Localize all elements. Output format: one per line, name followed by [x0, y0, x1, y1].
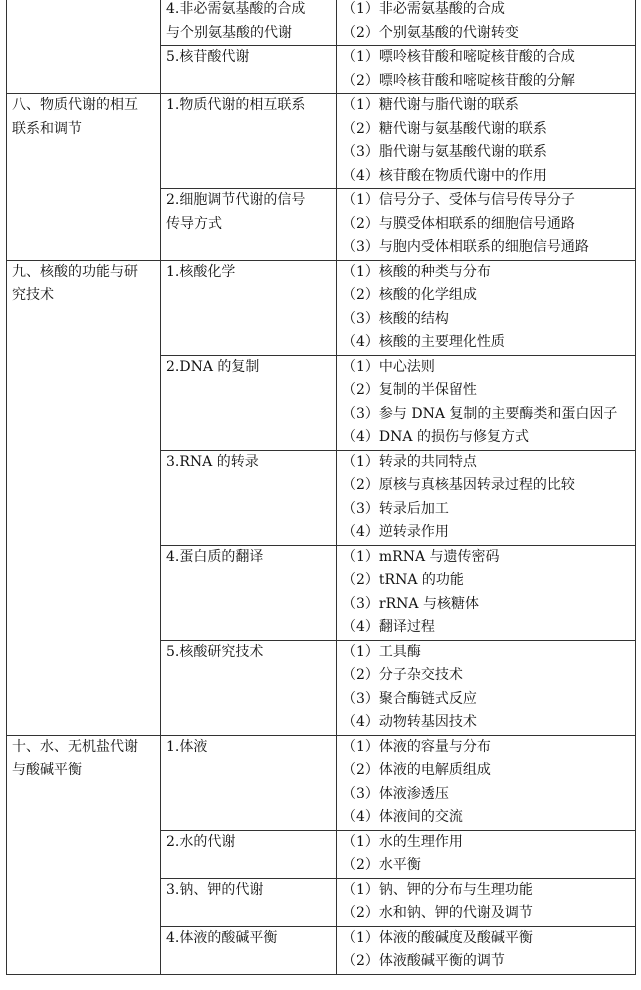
- table-row: [7, 0, 636, 46]
- list-item: （2）个别氨基酸的代谢转变: [342, 24, 519, 41]
- list-item: （1）信号分子、受体与信号传导分子: [342, 192, 575, 208]
- list-item: （4）核苷酸在物质代谢中的作用: [342, 167, 547, 184]
- table-row: [7, 94, 636, 189]
- topic-cell: [161, 926, 337, 974]
- list-item: （3）聚合酶链式反应: [342, 690, 477, 707]
- topic-cell: [161, 260, 337, 355]
- chapter-title-line: 九、核酸的功能与研: [12, 263, 138, 280]
- list-item: （4）逆转录作用: [342, 524, 449, 540]
- topic-title-line: 1.核酸化学: [166, 263, 236, 280]
- syllabus-table: [6, 0, 636, 975]
- table-row: [7, 735, 636, 830]
- topic-title-line: 4.蛋白质的翻译: [166, 548, 264, 565]
- items-cell: [337, 545, 636, 640]
- topic-cell: [161, 0, 337, 46]
- list-item: （1）钠、钾的分布与生理功能: [342, 881, 533, 898]
- list-item: （1）体液的容量与分布: [342, 738, 491, 755]
- list-item: （3）核酸的结构: [342, 310, 449, 327]
- chapter-cell: [7, 0, 161, 94]
- chapter-cell: [7, 735, 161, 974]
- list-item: （4）体液间的交流: [342, 809, 463, 825]
- list-item: （2）嘌呤核苷酸和嘧啶核苷酸的分解: [342, 72, 575, 89]
- list-item: （1）水的生理作用: [342, 833, 463, 850]
- list-item: （2）体液的电解质组成: [342, 762, 491, 778]
- list-item: （2）分子杂交技术: [342, 667, 463, 683]
- list-item: （4）DNA 的损伤与修复方式: [342, 429, 529, 445]
- list-item: （4）核酸的主要理化性质: [342, 334, 505, 350]
- topic-title-line: 5.核苷酸代谢: [166, 49, 250, 65]
- topic-title-line: 5.核酸研究技术: [166, 643, 264, 660]
- list-item: （1）中心法则: [342, 358, 435, 375]
- list-item: （3）参与 DNA 复制的主要酶类和蛋白因子: [342, 405, 618, 422]
- list-item: （2）与膜受体相联系的细胞信号通路: [342, 215, 575, 232]
- list-item: （4）动物转基因技术: [342, 714, 477, 730]
- topic-cell: [161, 830, 337, 878]
- list-item: （2）原核与真核基因转录过程的比较: [342, 477, 575, 493]
- items-cell: [337, 94, 636, 189]
- items-cell: [337, 640, 636, 735]
- list-item: （1）嘌呤核苷酸和嘧啶核苷酸的合成: [342, 49, 575, 65]
- topic-cell: [161, 355, 337, 450]
- list-item: （1）核酸的种类与分布: [342, 263, 491, 280]
- items-cell: [337, 260, 636, 355]
- topic-cell: [161, 735, 337, 830]
- topic-cell: [161, 189, 337, 261]
- list-item: （2）水和钠、钾的代谢及调节: [342, 905, 533, 921]
- chapter-title-line: 联系和调节: [12, 120, 82, 137]
- topic-cell: [161, 545, 337, 640]
- items-cell: [337, 46, 636, 94]
- list-item: （2）核酸的化学组成: [342, 287, 477, 303]
- items-cell: [337, 830, 636, 878]
- list-item: （3）rRNA 与核糖体: [342, 595, 479, 612]
- list-item: （3）脂代谢与氨基酸代谢的联系: [342, 144, 547, 160]
- topic-cell: [161, 640, 337, 735]
- list-item: （1）转录的共同特点: [342, 453, 477, 470]
- topic-title-line: 3.钠、钾的代谢: [166, 881, 264, 898]
- topic-cell: [161, 450, 337, 545]
- chapter-cell: [7, 260, 161, 735]
- topic-title-line: 3.RNA 的转录: [166, 453, 259, 470]
- topic-title-line: 4.体液的酸碱平衡: [166, 929, 278, 946]
- items-cell: [337, 735, 636, 830]
- chapter-title-line: 究技术: [12, 287, 54, 303]
- items-cell: [337, 450, 636, 545]
- topic-title-line: 2.水的代谢: [166, 833, 236, 850]
- topic-cell: [161, 94, 337, 189]
- topic-title-line: 2.DNA 的复制: [166, 358, 260, 375]
- list-item: （3）体液渗透压: [342, 785, 449, 802]
- items-cell: [337, 189, 636, 261]
- list-item: （2）糖代谢与氨基酸代谢的联系: [342, 120, 547, 137]
- topic-title-line: 1.体液: [166, 738, 208, 755]
- items-cell: [337, 355, 636, 450]
- items-cell: [337, 0, 636, 46]
- topic-cell: [161, 46, 337, 94]
- list-item: （1）非必需氨基酸的合成: [342, 1, 505, 17]
- topic-cell: [161, 878, 337, 926]
- list-item: （1）工具酶: [342, 643, 421, 660]
- list-item: （1）体液的酸碱度及酸碱平衡: [342, 929, 533, 946]
- chapter-cell: [7, 94, 161, 261]
- list-item: （2）tRNA 的功能: [342, 572, 464, 588]
- list-item: （2）体液酸碱平衡的调节: [342, 953, 505, 969]
- list-item: （2）复制的半保留性: [342, 382, 477, 398]
- table-row: [7, 260, 636, 355]
- list-item: （1）mRNA 与遗传密码: [342, 548, 500, 565]
- topic-title-line: 传导方式: [166, 215, 222, 232]
- topic-title-line: 与个别氨基酸的代谢: [166, 24, 292, 41]
- topic-title-line: 1.物质代谢的相互联系: [166, 97, 306, 113]
- list-item: （3）与胞内受体相联系的细胞信号通路: [342, 239, 589, 255]
- list-item: （4）翻译过程: [342, 619, 435, 635]
- table-body: [7, 0, 636, 974]
- chapter-title-line: 十、水、无机盐代谢: [12, 738, 138, 755]
- items-cell: [337, 878, 636, 926]
- topic-title-line: 4.非必需氨基酸的合成: [166, 1, 306, 17]
- list-item: （2）水平衡: [342, 857, 421, 873]
- chapter-title-line: 与酸碱平衡: [12, 762, 82, 778]
- topic-title-line: 2.细胞调节代谢的信号: [166, 192, 306, 208]
- chapter-title-line: 八、物质代谢的相互: [12, 97, 138, 113]
- items-cell: [337, 926, 636, 974]
- list-item: （3）转录后加工: [342, 500, 449, 517]
- list-item: （1）糖代谢与脂代谢的联系: [342, 97, 519, 113]
